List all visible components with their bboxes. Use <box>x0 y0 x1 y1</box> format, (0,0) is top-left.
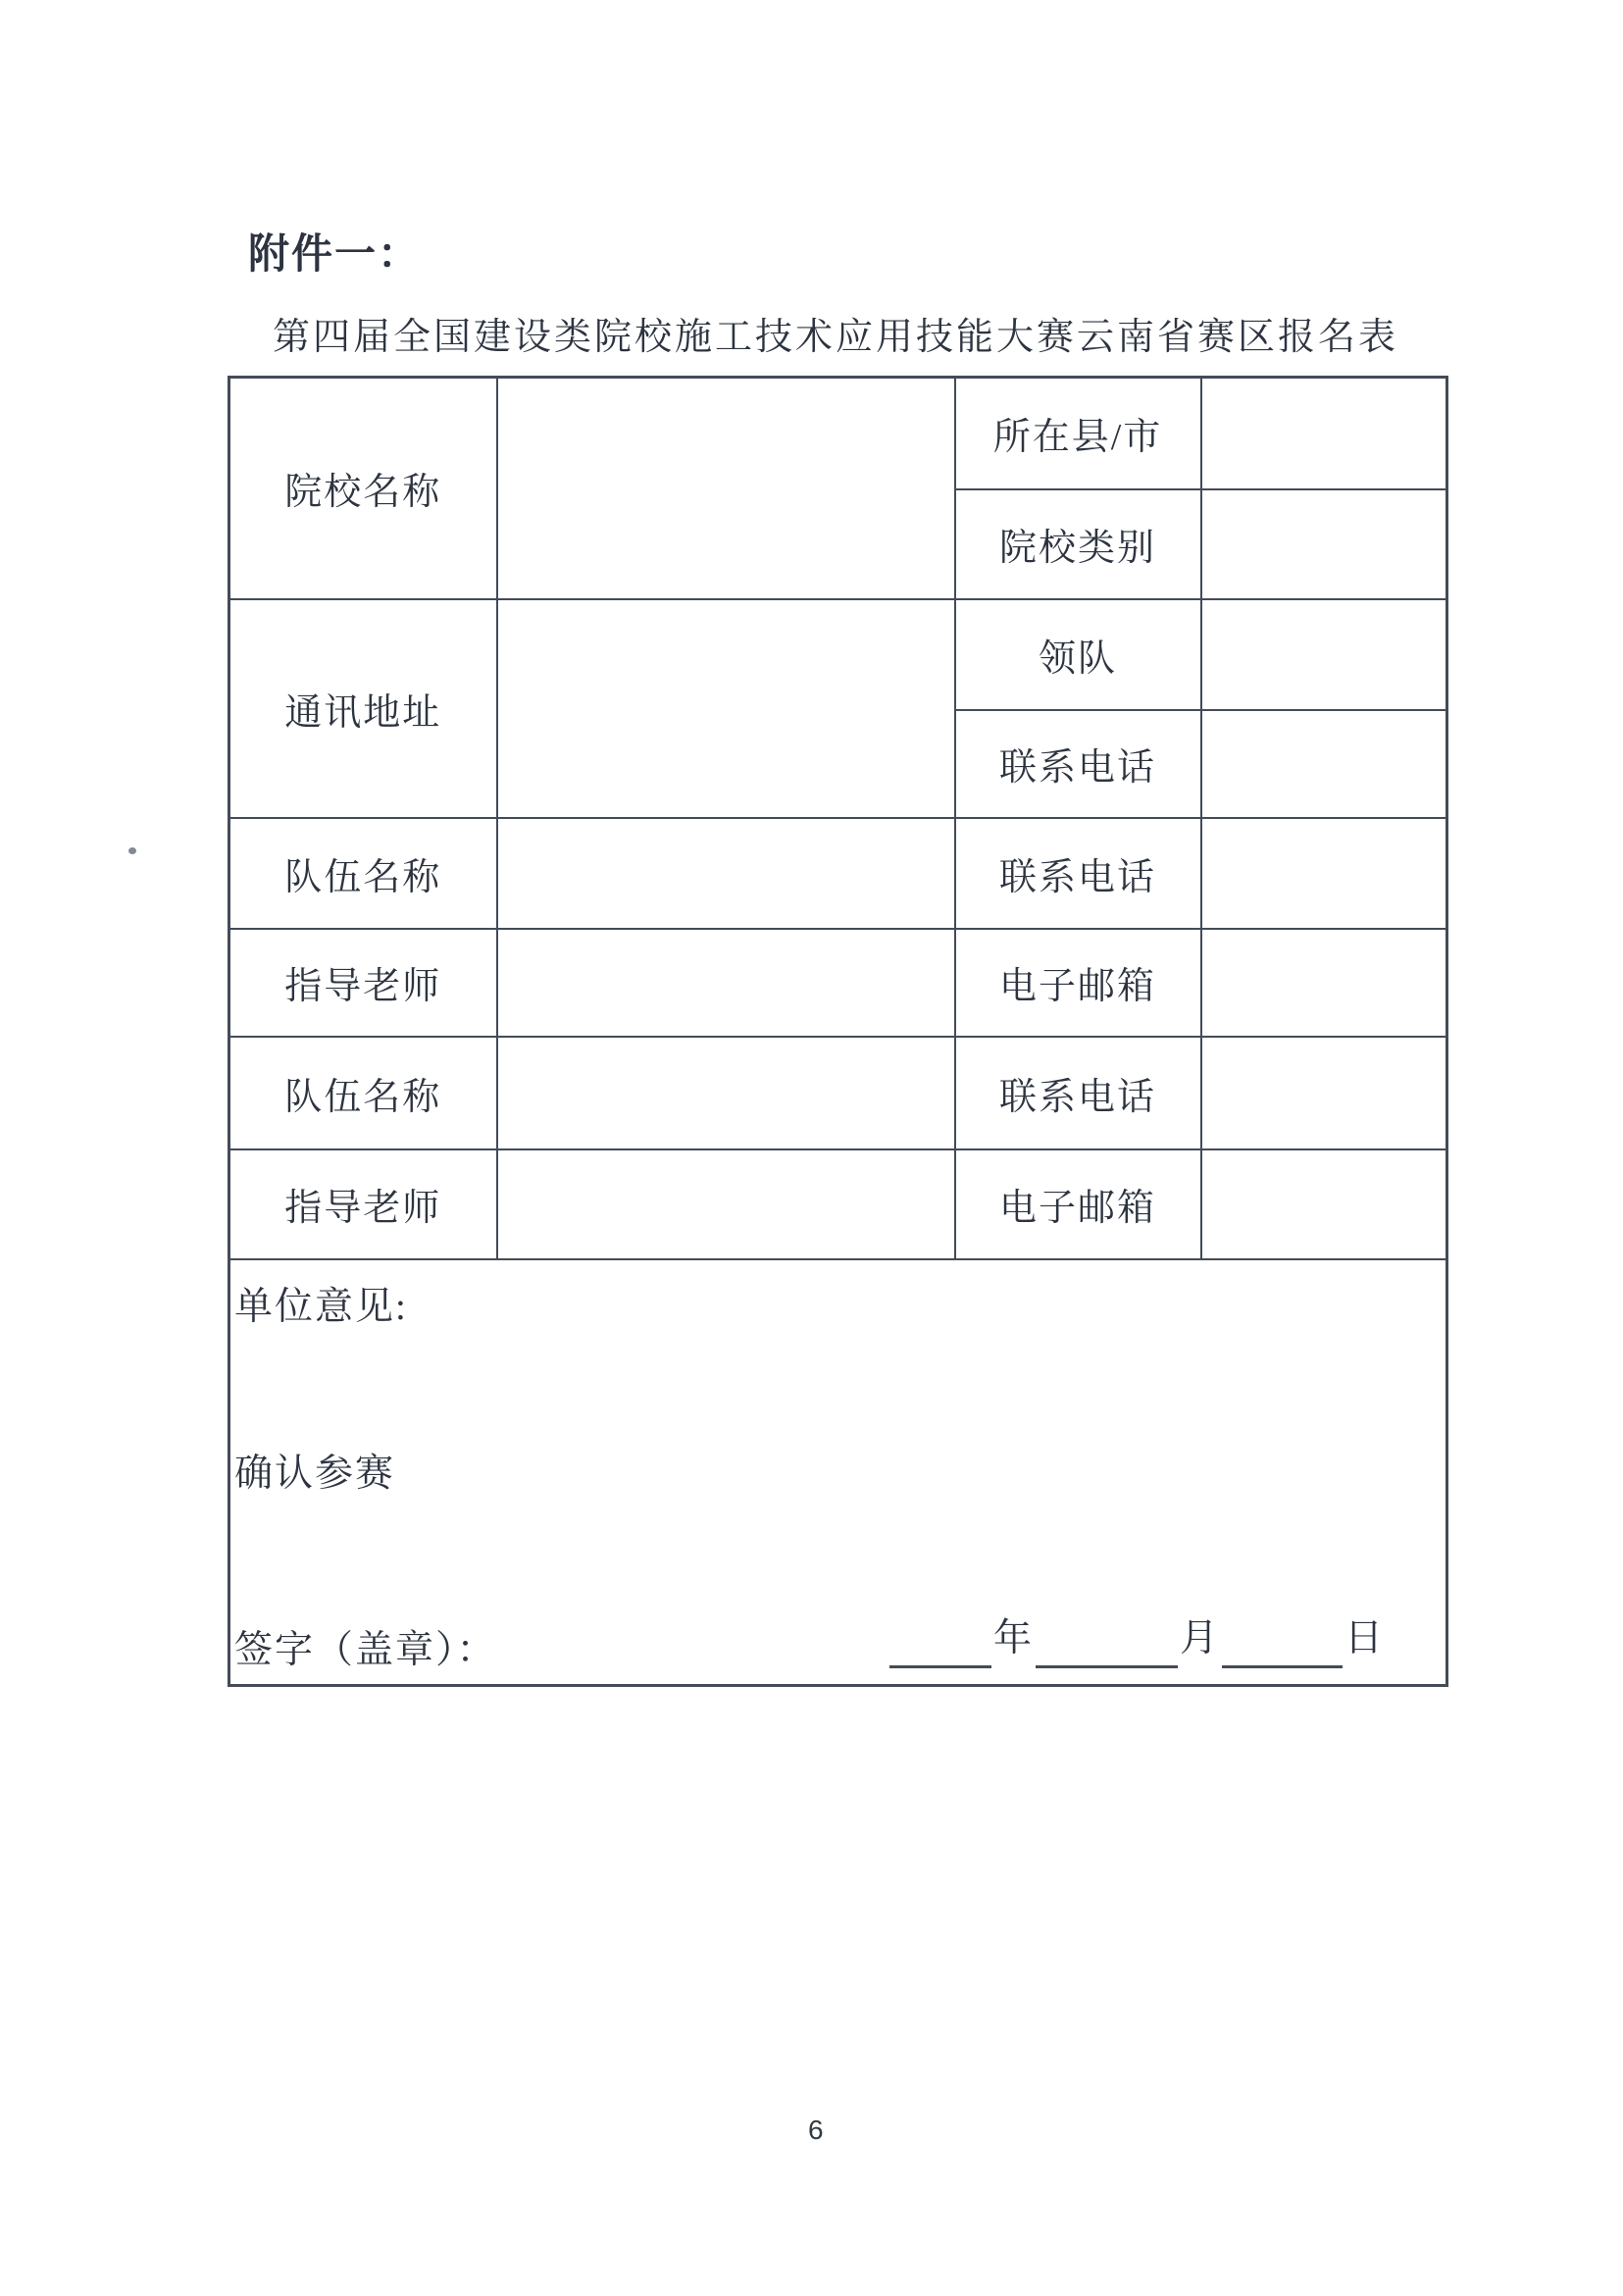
county-city-value-cell <box>1201 378 1447 489</box>
mail-address-label: 通讯地址 <box>229 599 497 818</box>
teacher1-value-cell <box>497 929 955 1037</box>
year-blank-line <box>889 1608 991 1668</box>
leader-phone-label: 联系电话 <box>955 710 1201 818</box>
date-signature-line <box>889 1606 1387 1668</box>
day-blank-line <box>1222 1608 1343 1668</box>
unit-opinion-cell <box>229 1259 1447 1686</box>
teacher1-label: 指导老师 <box>229 929 497 1037</box>
team2-phone-label: 联系电话 <box>955 1037 1201 1149</box>
signature-seal-label: 签字（盖章）： <box>234 1628 497 1671</box>
day-label: 日 <box>1344 1616 1386 1659</box>
school-name-label: 院校名称 <box>229 378 497 599</box>
year-label: 年 <box>993 1616 1035 1659</box>
team-leader-label: 领队 <box>955 599 1201 710</box>
school-type-value-cell <box>1201 489 1447 599</box>
school-name-value-cell <box>497 378 955 599</box>
school-type-label: 院校类别 <box>955 489 1201 599</box>
team2-phone-value-cell <box>1201 1037 1447 1149</box>
page-number: 6 <box>808 2115 824 2145</box>
team2-name-label: 队伍名称 <box>229 1037 497 1149</box>
team1-phone-value-cell <box>1201 818 1447 929</box>
team-leader-value-cell <box>1201 599 1447 710</box>
team1-phone-label: 联系电话 <box>955 818 1201 929</box>
teacher2-value-cell <box>497 1149 955 1259</box>
confirm-participation-text: 确认参赛 <box>234 1452 396 1495</box>
attachment-heading: 附件一： <box>248 232 422 278</box>
teacher2-email-value-cell <box>1201 1149 1447 1259</box>
scan-speck-artifact <box>128 847 136 854</box>
teacher1-email-label: 电子邮箱 <box>955 929 1201 1037</box>
teacher2-label: 指导老师 <box>229 1149 497 1259</box>
team1-name-value-cell <box>497 818 955 929</box>
unit-opinion-label: 单位意见: <box>234 1285 408 1328</box>
form-title: 第四届全国建设类院校施工技术应用技能大赛云南省赛区报名表 <box>273 317 1399 358</box>
month-label: 月 <box>1180 1616 1221 1659</box>
teacher1-email-value-cell <box>1201 929 1447 1037</box>
team2-name-value-cell <box>497 1037 955 1149</box>
mail-address-value-cell <box>497 599 955 818</box>
team1-name-label: 队伍名称 <box>229 818 497 929</box>
registration-form-table <box>228 376 1448 1687</box>
teacher2-email-label: 电子邮箱 <box>955 1149 1201 1259</box>
leader-phone-value-cell <box>1201 710 1447 818</box>
month-blank-line <box>1036 1608 1178 1668</box>
county-city-label: 所在县/市 <box>955 378 1201 489</box>
